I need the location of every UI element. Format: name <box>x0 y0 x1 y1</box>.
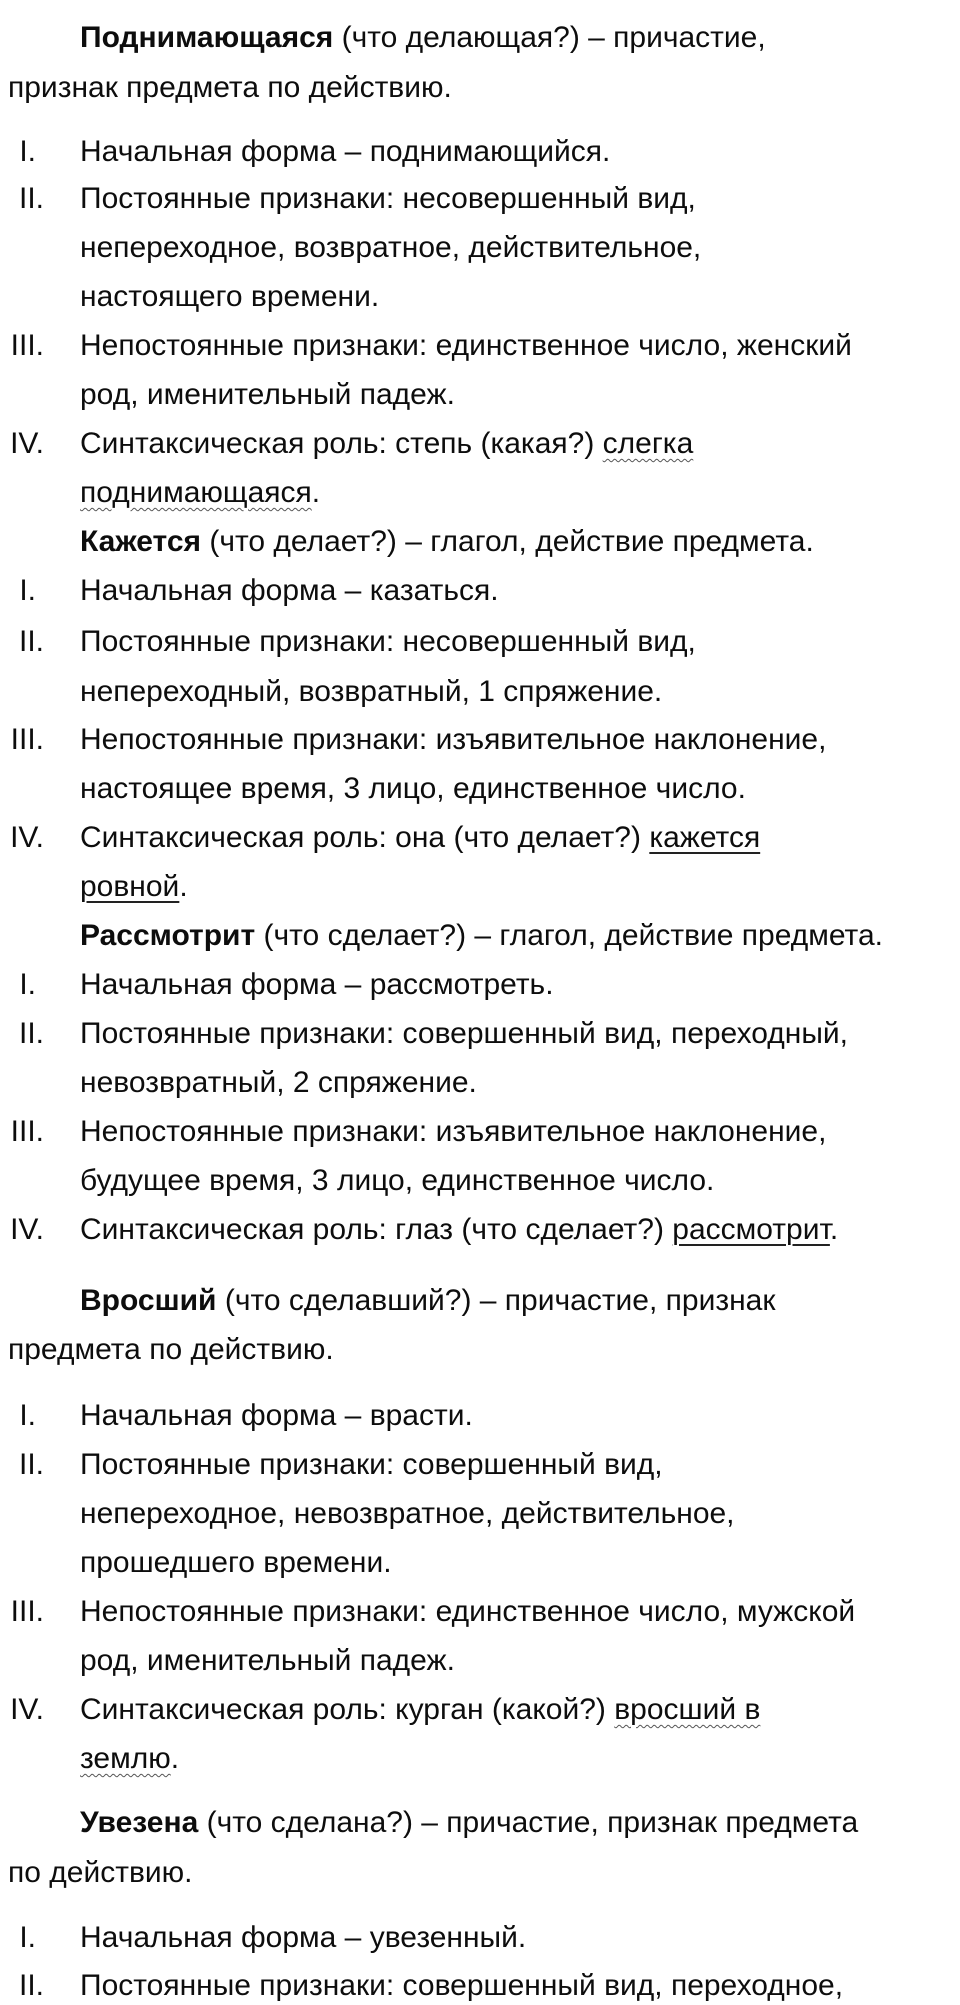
heading-question: (что сделает?) – глагол, действие предмета. <box>255 919 883 952</box>
period: . <box>311 476 321 509</box>
syntax-role-text: Синтаксическая роль: она (что делает?) <box>80 821 650 854</box>
analyzed-word: Рассмотрит <box>80 919 256 952</box>
list-item-text: Непостоянные признаки: единственное число, женский <box>80 329 852 362</box>
heading-question: (что сделавший?) – причастие, признак <box>216 1284 776 1317</box>
list-item-text <box>80 820 760 856</box>
list-numeral: IV. <box>10 427 44 460</box>
list-item-text: прошедшего времени. <box>80 1546 392 1579</box>
list-numeral: I. <box>19 135 36 168</box>
list-numeral: II. <box>18 1969 44 2002</box>
list-item-text: Начальная форма – поднимающийся. <box>80 135 611 168</box>
list-item-text: невозвратный, 2 спряжение. <box>80 1066 477 1099</box>
list-numeral: III. <box>10 1595 44 1628</box>
list-item-text: настоящего времени. <box>80 280 380 313</box>
underlined-phrase: землю <box>80 1742 171 1775</box>
list-numeral: I. <box>19 1399 36 1432</box>
list-item-text: настоящее время, 3 лицо, единственное число. <box>80 772 746 805</box>
list-item-text: непереходный, возвратный, 1 спряжение. <box>80 675 663 708</box>
heading-question: (что делает?) – глагол, действие предмета. <box>201 525 814 558</box>
list-numeral: I. <box>19 1921 36 1954</box>
list-numeral: III. <box>10 723 44 756</box>
heading-continuation: предмета по действию. <box>8 1333 334 1366</box>
list-item-text: род, именительный падеж. <box>80 378 455 411</box>
list-item-text <box>80 426 693 462</box>
list-item-text: Начальная форма – врасти. <box>80 1399 473 1432</box>
list-item-text: непереходное, возвратное, действительное, <box>80 231 702 264</box>
section-heading <box>80 524 814 560</box>
list-numeral: I. <box>19 968 36 1001</box>
list-item-text: Постоянные признаки: несовершенный вид, <box>80 182 696 215</box>
list-item-text <box>80 869 188 905</box>
list-numeral: I. <box>19 574 36 607</box>
list-numeral: II. <box>18 625 44 658</box>
underlined-phrase: ровной <box>80 870 180 903</box>
list-numeral: II. <box>18 1448 44 1481</box>
analyzed-word: Вросший <box>80 1284 217 1317</box>
list-numeral: IV. <box>10 821 44 854</box>
analyzed-word: Поднимающаяся <box>80 21 334 54</box>
heading-continuation: признак предмета по действию. <box>8 71 452 104</box>
underlined-phrase: кажется <box>649 821 761 854</box>
list-item-text <box>80 1741 179 1777</box>
list-numeral: II. <box>18 182 44 215</box>
list-numeral: IV. <box>10 1693 44 1726</box>
underlined-phrase: рассмотрит <box>672 1213 830 1246</box>
syntax-role-text: Синтаксическая роль: глаз (что сделает?) <box>80 1213 673 1246</box>
list-item-text <box>80 1692 760 1728</box>
list-item-text <box>80 475 320 511</box>
list-numeral: III. <box>10 329 44 362</box>
heading-question: (что делающая?) – причастие, <box>333 21 766 54</box>
underlined-phrase: слегка <box>602 427 694 460</box>
list-item-text: род, именительный падеж. <box>80 1644 455 1677</box>
analyzed-word: Увезена <box>80 1806 199 1839</box>
list-numeral: II. <box>18 1017 44 1050</box>
syntax-role-text: Синтаксическая роль: степь (какая?) <box>80 427 603 460</box>
list-item-text: Начальная форма – увезенный. <box>80 1921 527 1954</box>
list-item-text: Непостоянные признаки: изъявительное наклонение, <box>80 723 827 756</box>
syntax-role-text: Синтаксическая роль: курган (какой?) <box>80 1693 615 1726</box>
list-numeral: IV. <box>10 1213 44 1246</box>
list-item-text: Непостоянные признаки: изъявительное наклонение, <box>80 1115 827 1148</box>
list-item-text: Начальная форма – рассмотреть. <box>80 968 554 1001</box>
list-numeral: III. <box>10 1115 44 1148</box>
list-item-text: Постоянные признаки: совершенный вид, переходный, <box>80 1017 849 1050</box>
heading-question: (что сделана?) – причастие, признак предмета <box>198 1806 859 1839</box>
list-item-text: Постоянные признаки: несовершенный вид, <box>80 625 696 658</box>
list-item-text: Постоянные признаки: совершенный вид, переходное, <box>80 1969 844 2002</box>
list-item-text: Непостоянные признаки: единственное число, мужской <box>80 1595 856 1628</box>
list-item-text: Начальная форма – казаться. <box>80 574 499 607</box>
period: . <box>829 1213 839 1246</box>
section-heading <box>80 1283 775 1319</box>
underlined-phrase: поднимающаяся <box>80 476 312 509</box>
underlined-phrase: вросший в <box>614 1693 761 1726</box>
heading-continuation: по действию. <box>8 1856 193 1889</box>
section-heading <box>80 20 766 56</box>
period: . <box>170 1742 180 1775</box>
section-heading <box>80 1805 858 1841</box>
list-item-text <box>80 1212 838 1248</box>
section-heading <box>80 918 883 954</box>
list-item-text: непереходное, невозвратное, действительное, <box>80 1497 735 1530</box>
analyzed-word: Кажется <box>80 525 202 558</box>
period: . <box>179 870 188 903</box>
list-item-text: будущее время, 3 лицо, единственное число. <box>80 1164 715 1197</box>
list-item-text: Постоянные признаки: совершенный вид, <box>80 1448 663 1481</box>
